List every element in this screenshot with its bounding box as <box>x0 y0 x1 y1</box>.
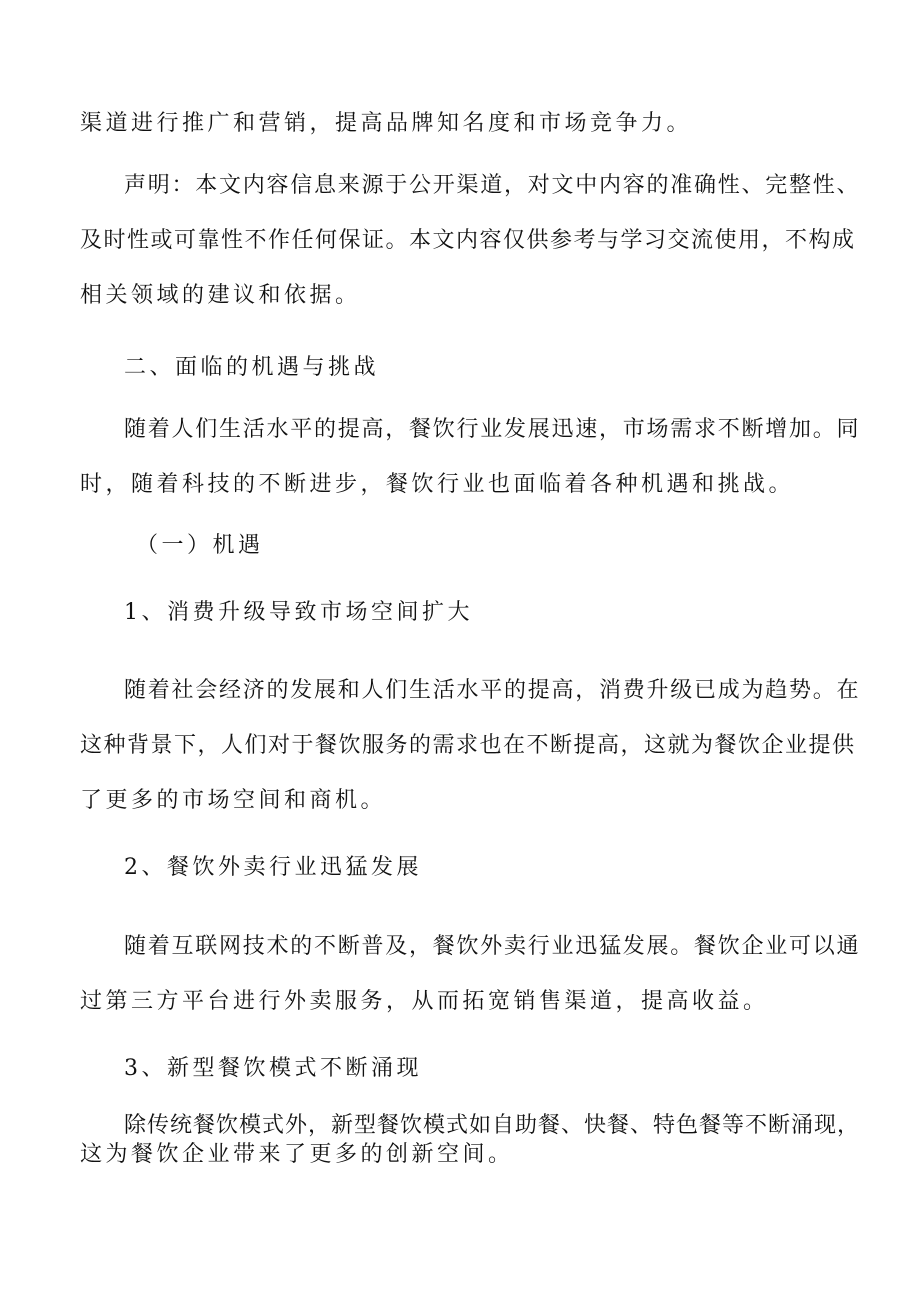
subsection-heading: （一）机遇 <box>136 533 264 558</box>
intro-line-2: 时，随着科技的不断进步，餐饮行业也面临着各种机遇和挑战。 <box>80 472 795 497</box>
item-heading-3: 3、新型餐饮模式不断涌现 <box>124 1056 422 1081</box>
item-2-line-2: 过第三方平台进行外卖服务，从而拓宽销售渠道，提高收益。 <box>80 989 769 1014</box>
item-1-line-2: 这种背景下，人们对于餐饮服务的需求也在不断提高，这就为餐饮企业提供 <box>80 733 856 758</box>
disclaimer-line-2: 及时性或可靠性不作任何保证。本文内容仅供参考与学习交流使用，不构成 <box>80 228 856 253</box>
disclaimer-line-1: 声明：本文内容信息来源于公开渠道，对文中内容的准确性、完整性、 <box>124 173 861 198</box>
disclaimer-line-3: 相关领域的建议和依据。 <box>80 283 361 308</box>
section-heading: 二、面临的机遇与挑战 <box>124 355 380 380</box>
item-heading-2: 2、餐饮外卖行业迅猛发展 <box>124 855 422 880</box>
item-3-line-2: 这为餐饮企业带来了更多的创新空间。 <box>80 1142 514 1167</box>
item-1-line-1: 随着社会经济的发展和人们生活水平的提高，消费升级已成为趋势。在 <box>124 678 861 703</box>
item-3-line-1: 除传统餐饮模式外，新型餐饮模式如自助餐、快餐、特色餐等不断涌现， <box>124 1113 861 1138</box>
paragraph-continuation: 渠道进行推广和营销，提高品牌知名度和市场竞争力。 <box>80 111 693 136</box>
item-heading-1: 1、消费升级导致市场空间扩大 <box>124 600 473 625</box>
item-2-line-1: 随着互联网技术的不断普及，餐饮外卖行业迅猛发展。餐饮企业可以通 <box>124 934 861 959</box>
intro-line-1: 随着人们生活水平的提高，餐饮行业发展迅速，市场需求不断增加。同 <box>124 417 861 442</box>
item-1-line-3: 了更多的市场空间和商机。 <box>80 788 387 813</box>
